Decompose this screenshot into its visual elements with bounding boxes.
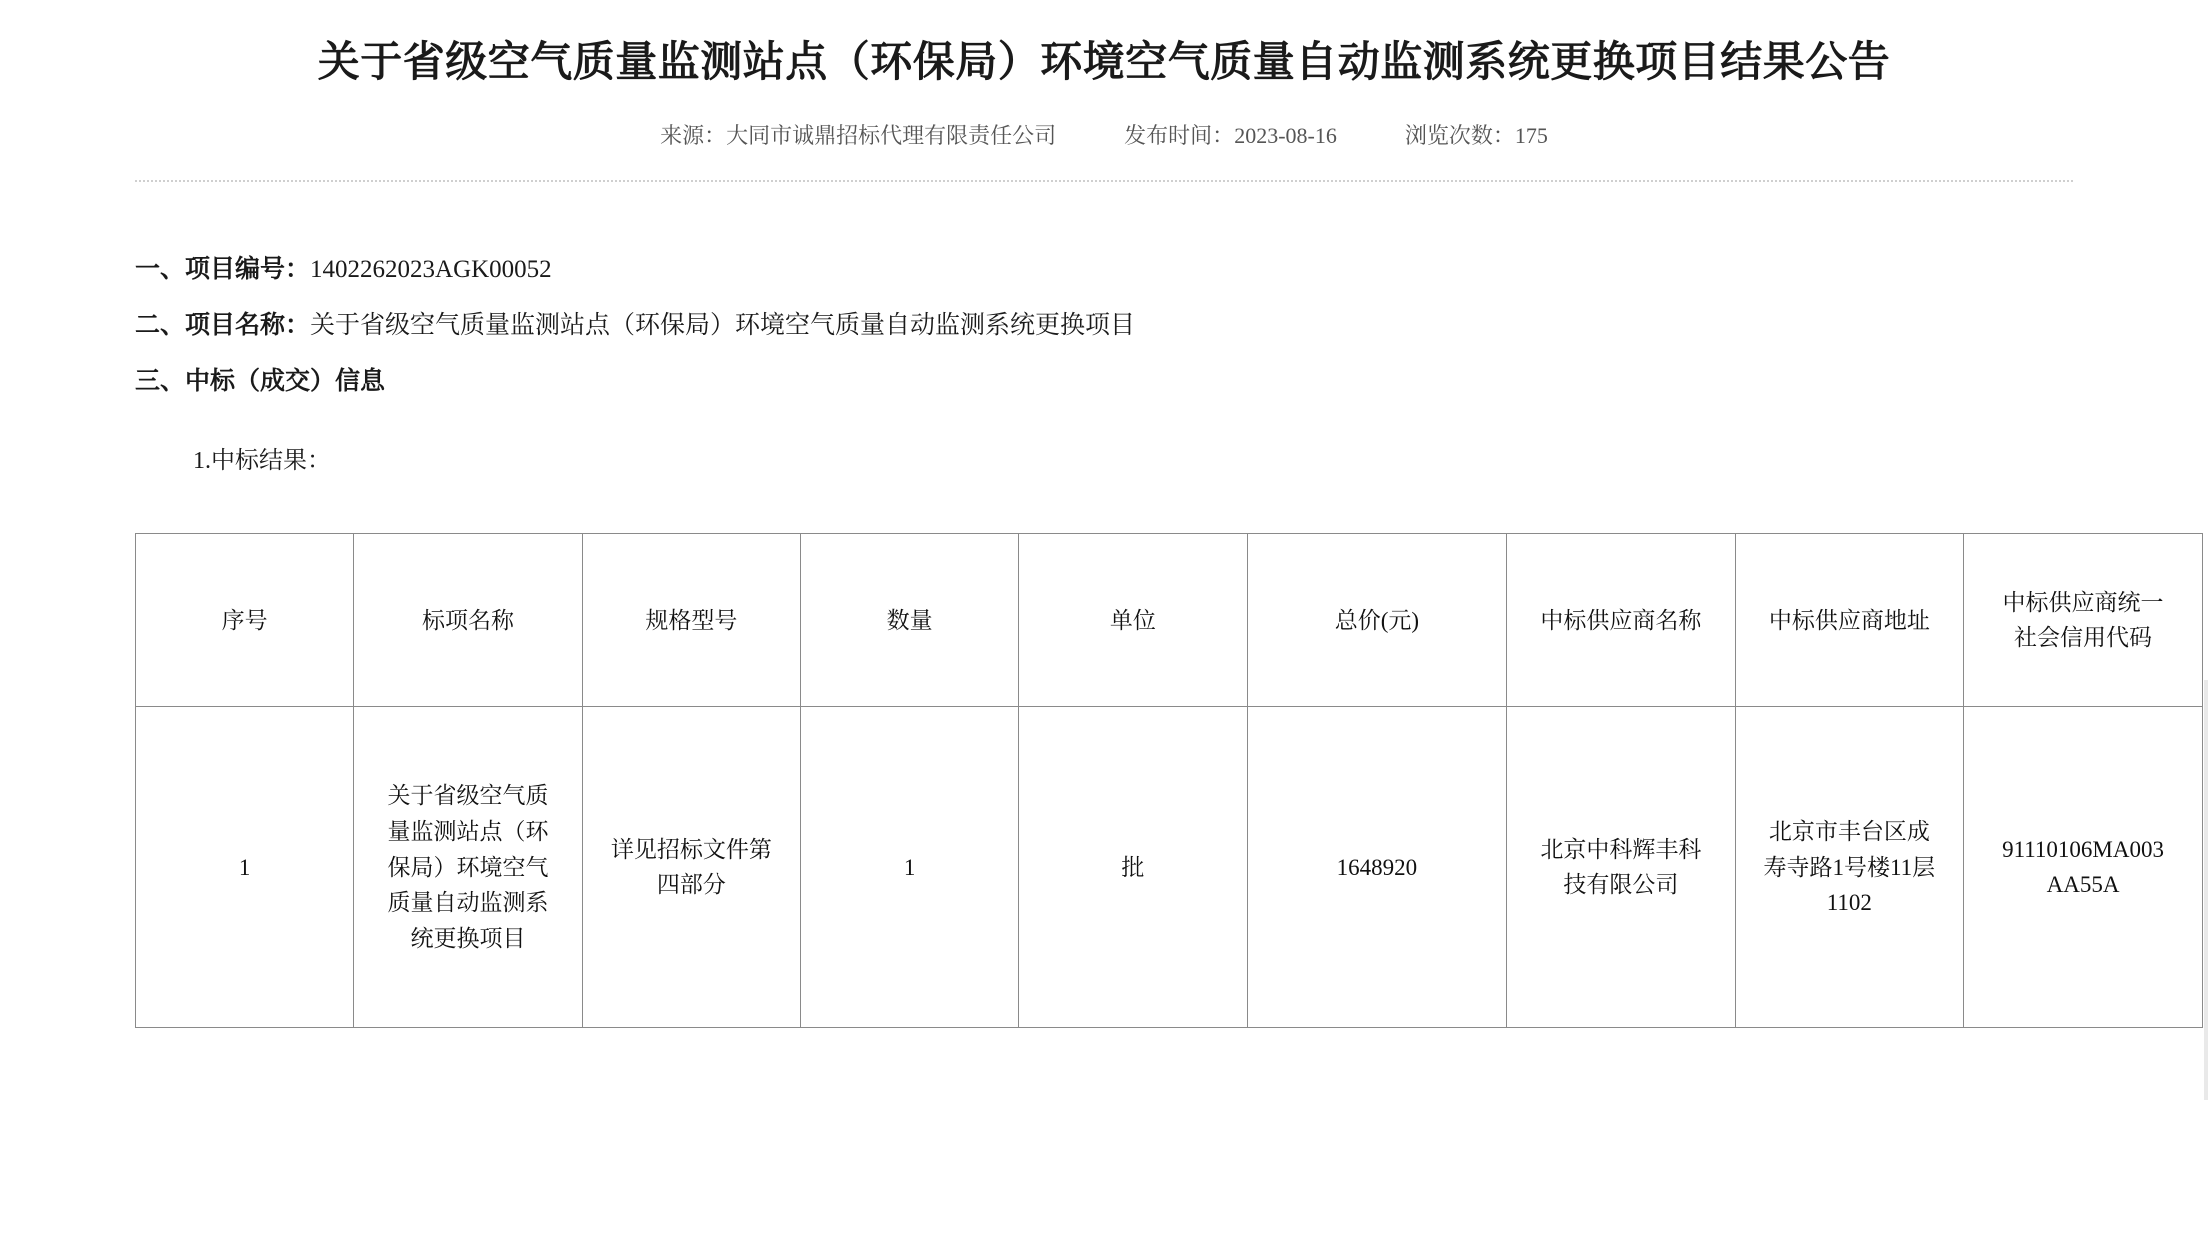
meta-source-label: 来源： (660, 122, 727, 148)
cell-total-price: 1648920 (1247, 707, 1506, 1028)
award-info-label: 三、中标（成交）信息 (135, 368, 386, 396)
result-table (135, 533, 2203, 1028)
cell-model (582, 707, 800, 1028)
column-header-unit: 单位 (1019, 534, 1248, 707)
section-project-name (135, 298, 2073, 354)
section-award-info (135, 354, 2073, 410)
document-meta (0, 119, 2208, 150)
project-number-label: 一、项目编号： (135, 255, 311, 283)
cell-model-text: 详见招标文件第四部分 (610, 836, 772, 898)
column-header-index: 序号 (136, 534, 354, 707)
table-row (136, 707, 2203, 1028)
cell-supplier-name-text: 北京中科辉丰科技有限公司 (1540, 836, 1702, 898)
result-table-wrapper (135, 533, 2164, 1028)
column-header-total-price: 总价(元) (1247, 534, 1506, 707)
column-header-credit-code-text: 中标供应商统一社会信用代码 (2002, 589, 2164, 651)
meta-source (660, 119, 1056, 150)
meta-publish-label: 发布时间： (1124, 122, 1235, 148)
section-project-number (135, 242, 2073, 298)
meta-source-value: 大同市诚鼎招标代理有限责任公司 (726, 122, 1057, 148)
project-name-value: 关于省级空气质量监测站点（环保局）环境空气质量自动监测系统更换项目 (310, 311, 1136, 339)
meta-views-label: 浏览次数： (1404, 122, 1515, 148)
page-title: 关于省级空气质量监测站点（环保局）环境空气质量自动监测系统更换项目结果公告 (317, 40, 1891, 86)
meta-publish (1124, 119, 1337, 150)
column-header-supplier-name (1507, 534, 1736, 707)
cell-item-name-text: 关于省级空气质量监测站点（环保局）环境空气质量自动监测系统更换项目 (387, 783, 549, 951)
cell-supplier-address-text: 北京市丰台区成寿寺路1号楼11层1102 (1763, 818, 1936, 916)
cell-item-name (354, 707, 583, 1028)
meta-publish-value: 2023-08-16 (1234, 122, 1337, 148)
cell-credit-code (1964, 707, 2203, 1028)
table-header-row (136, 534, 2203, 707)
column-header-supplier-name-text: 中标供应商名称 (1540, 607, 1702, 633)
meta-views-value: 175 (1514, 122, 1548, 148)
column-header-supplier-address (1735, 534, 1964, 707)
project-name-label: 二、项目名称： (135, 311, 311, 339)
column-header-item-name: 标项名称 (354, 534, 583, 707)
cell-unit: 批 (1019, 707, 1248, 1028)
project-number-value: 1402262023AGK00052 (310, 255, 552, 283)
cell-index: 1 (136, 707, 354, 1028)
column-header-supplier-address-text: 中标供应商地址 (1768, 607, 1930, 633)
cell-credit-code-text: 91110106MA003AA55A (2002, 836, 2164, 898)
subsection-award-result: 1.中标结果： (193, 448, 331, 475)
cell-quantity: 1 (800, 707, 1018, 1028)
document-content (0, 182, 2208, 1029)
column-header-quantity: 数量 (800, 534, 1018, 707)
scroll-edge-indicator (2204, 680, 2208, 1100)
column-header-model: 规格型号 (582, 534, 800, 707)
meta-views (1405, 119, 1548, 150)
cell-supplier-name (1507, 707, 1736, 1028)
cell-supplier-address (1735, 707, 1964, 1028)
column-header-credit-code (1964, 534, 2203, 707)
